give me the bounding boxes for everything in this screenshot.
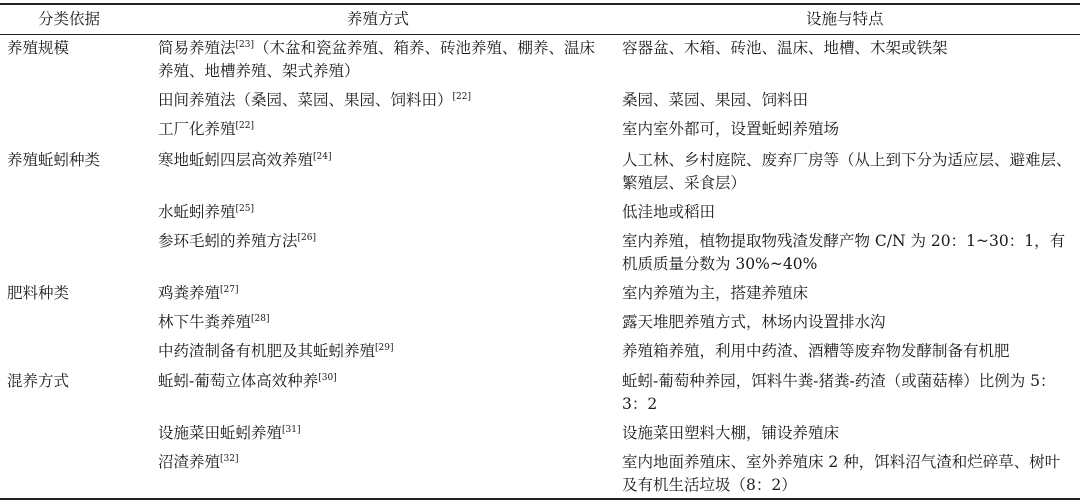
method-text: 参环毛蚓的养殖方法 xyxy=(158,232,298,250)
method-cell xyxy=(158,89,608,112)
category-cell: 养殖规模 xyxy=(7,39,70,57)
facility-cell: 容器盆、木箱、砖池、温床、地槽、木架或铁架 xyxy=(622,39,948,57)
header-category: 分类依据 xyxy=(38,10,101,28)
category-cell: 肥料种类 xyxy=(7,284,70,302)
method-text: 林下牛粪养殖 xyxy=(158,313,252,331)
method-cell xyxy=(158,451,608,474)
facility-cell: 低洼地或稻田 xyxy=(622,203,716,221)
citation-ref: [22] xyxy=(235,121,254,131)
citation-ref: [25] xyxy=(235,204,254,214)
facility-cell: 蚯蚓-葡萄种养园，饵料牛粪-猪粪-药渣（或菌菇棒）比例为 5：3：2 xyxy=(622,372,1056,413)
method-cell xyxy=(158,149,608,172)
citation-ref: [27] xyxy=(220,285,239,295)
method-text-tail: （木盆和瓷盆养殖、箱养、砖池养殖、棚养、温床养殖、地槽养殖、架式养殖） xyxy=(158,39,596,80)
facility-cell: 人工林、乡村庭院、废弃厂房等（从上到下分为适应层、避难层、繁殖层、采食层） xyxy=(622,151,1072,192)
citation-ref: [26] xyxy=(297,233,316,243)
facility-cell: 设施菜田塑料大棚，铺设养殖床 xyxy=(622,424,840,442)
facility-cell: 桑园、菜园、果园、饲料田 xyxy=(622,91,809,109)
header-facility: 设施与特点 xyxy=(806,10,884,28)
citation-ref: [22] xyxy=(452,92,471,102)
method-cell xyxy=(158,370,608,393)
method-cell xyxy=(158,118,608,141)
category-cell: 养殖蚯蚓种类 xyxy=(7,151,101,169)
table-header-rule xyxy=(0,34,1080,35)
citation-ref: [31] xyxy=(282,425,301,435)
method-cell xyxy=(158,340,608,363)
table-bottom-rule xyxy=(0,498,1080,500)
method-text: 设施菜田蚯蚓养殖 xyxy=(158,424,283,442)
method-cell xyxy=(158,311,608,334)
method-text: 中药渣制备有机肥及其蚯蚓养殖 xyxy=(158,342,376,360)
facility-cell: 室内养殖，植物提取物残渣发酵产物 C/N 为 20：1~30：1，有机质质量分数为 30%~40% xyxy=(622,232,1066,273)
method-cell xyxy=(158,282,608,305)
method-cell xyxy=(158,37,608,83)
method-text: 简易养殖法 xyxy=(158,39,236,57)
method-cell xyxy=(158,230,608,253)
citation-ref: [30] xyxy=(318,373,337,383)
method-text: 寒地蚯蚓四层高效养殖 xyxy=(158,151,314,169)
category-cell: 混养方式 xyxy=(7,372,70,390)
method-cell xyxy=(158,422,608,445)
method-cell xyxy=(158,201,608,224)
method-text: 蚯蚓-葡萄立体高效种养 xyxy=(158,372,319,390)
header-method: 养殖方式 xyxy=(347,10,410,28)
method-text: 沼渣养殖 xyxy=(158,453,221,471)
method-text: 田间养殖法（桑园、菜园、果园、饲料田） xyxy=(158,91,453,109)
citation-ref: [24] xyxy=(313,152,332,162)
citation-ref: [29] xyxy=(375,343,394,353)
table-top-rule xyxy=(0,3,1080,5)
facility-cell: 室内地面养殖床、室外养殖床 2 种，饵料沼气渣和烂碎草、树叶及有机生活垃圾（8：2） xyxy=(622,453,1061,494)
citation-ref: [23] xyxy=(235,40,254,50)
citation-ref: [32] xyxy=(220,454,239,464)
facility-cell: 室内室外都可，设置蚯蚓养殖场 xyxy=(622,120,840,138)
citation-ref: [28] xyxy=(251,314,270,324)
facility-cell: 露天堆肥养殖方式，林场内设置排水沟 xyxy=(622,313,886,331)
facility-cell: 室内养殖为主，搭建养殖床 xyxy=(622,284,809,302)
facility-cell: 养殖箱养殖，利用中药渣、酒糟等废弃物发酵制备有机肥 xyxy=(622,342,1010,360)
method-text: 鸡粪养殖 xyxy=(158,284,221,302)
method-text: 水蚯蚓养殖 xyxy=(158,203,236,221)
method-text: 工厂化养殖 xyxy=(158,120,236,138)
